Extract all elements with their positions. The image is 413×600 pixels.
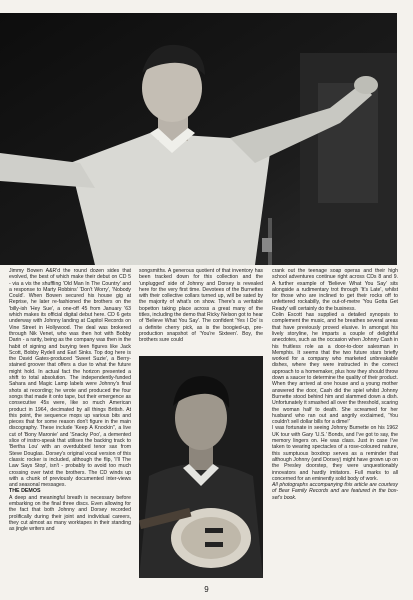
column-2-text: songsmiths. A generous quotient of that inventory has been tracked down for this collection and the 'unplugged' side of Johnny and Dorsey is revealed here for the very first time. Devotees of the Burnettes with their collective collars turned up, will be sated by the majority of what's on show. There's a veritable bopetton taking place across a great many of the titles, including the demo that Ricky Nelson got to hear of 'Believe What You Say'. The confident 'Yes I Do' is a definite cherry pick, as is the boogied-up, pre-production snapshot of 'You're Sixteen'. Boy, the brothers sure could [139, 268, 264, 344]
page-number: 9 [204, 585, 209, 594]
section-heading-demos: THE DEMOS [9, 488, 41, 495]
article-column-3 [272, 268, 398, 501]
article-column-2 [139, 268, 263, 344]
demos-section-text: A deep and meaningful breath is necessary before embarking on the final three discs. Even allowing for the fact that both Johnny and Dorsey recorded prolifically during their joint and individual careers, they cut almost as many worktapes in their standing as jingle writers and [9, 494, 131, 533]
photo-singer-outstretched-arm [0, 13, 397, 265]
photo-guitarist-portrait [139, 356, 263, 578]
column-3-text: crank out the teenage soap operas and their high school adventures continue right across CDs 8 and 9. A further example of 'Believe What You Say' sits alongside a rudimentary trot through 'It's Late', whilst for those who are inclined to get their rocks off to unfettered rockabilly, the out-of-metre 'You Gotta Get Ready' will certainly do the business. [272, 268, 398, 312]
column-1-text: Jimmy Bowen A&R'd the round dozen sides that evolved, the best of which make their debut on CD 5 - via a vis the shuffling 'Old Man In The Country' and a response to Marty Robbins' 'Don't Worry', 'Nobody Could'. When Bowen secured his house gig at Reprise, he later re-fashioned the brothers on the 'billy-ish 'Hey Sue', a one-off 45 from January '63 which makes its official digital debut here. CD 6 gets underway with Johnny landing at Capitol Records on Vine Street in Hollywood. The deal was brokered through Nik Venet, who was then hot with Bobby Darin - a rarity, being as the company was then in the habit of signing and burying teen figures like Jack Scott, Bobby Rydell and Earl Sinks. Top dog here is the David Gates-produced 'Sweet Suzie', a Berry-stained groover that offers a clue to what the future might hold. In actual fact the horizon presented a shift to total absolution. The independently-funded Sahara and Magic Lamp labels were Johnny's final shots at recording; he wrote and produced the four songs that made it onto tape, but their emergence as consecutive 45s were, like so much American product in 1964, decimated by all things British. At this point, the sequence mops up various bits and pieces that for some reason don't figure in the main discography. These include 'Keep A Knockin'', a live cut of 'Bony Maronie' and 'Snacky Poo', a demented slice of instro-speak that utilises the backing track to 'Bertha Lou' with an overdubbed tenor sax from Steve Douglas. Dorsey's original vocal version of this classic rocker is included, although the flip, 'I'll The Law Says Stop', isn't - probably to avoid too much crossing over twixt the brothers. The CD winds up with a chunk of previously documented inter-views and seasonal messages. [9, 268, 131, 489]
article-column-1 [9, 268, 131, 532]
photo-credits: All photographs accompanying this article are courtesy of Bear Family Records and are featured in the box-set's book. [272, 482, 398, 501]
column-3-paragraph-2: Colin Escott has supplied a detailed synopsis to complement the music, and he breathes several areas that have previously proved elusive. In amongst his lively storyline, he imparts a couple of delightful anecdotes, such as the occasion when Johnny Cash in his fruitless role as a door-to-door salesman in Memphis. It seems that the two future stars briefly worked for a company who marketed unbreakable dishes, where they were instructed in the correct approach to a homemaker, plus how they should throw down a saucer to determine the quality of their product. When they arrived at one house and a young mother answered the door, Cash did the spiel whilst Johnny Burnette stood behind him and slammed down a dish. Unfortunately it smashed all over the threshold, scaring the woman half to death. She screamed for her husband who ran out and angrily exclaimed, 'You couldn't sell dollar bills for a dime!' [272, 312, 398, 426]
column-3-paragraph-3: I was fortunate in seeing Johnny Burnette on his 1962 UK tour with Gary 'U.S.' Bonds, and I've got to say, the memory lingers on. He was class. Just in case I've taken to wearing spectacles of a rose-coloured nature, this sumptuous boxdrop serves as a reminder that although Johnny (and Dorsey) might have grown up on the Presley doorstep, they were unquestionably innovators and hardly imitators. Full marks to all concerned for an eminently solid body of work. [272, 425, 398, 482]
